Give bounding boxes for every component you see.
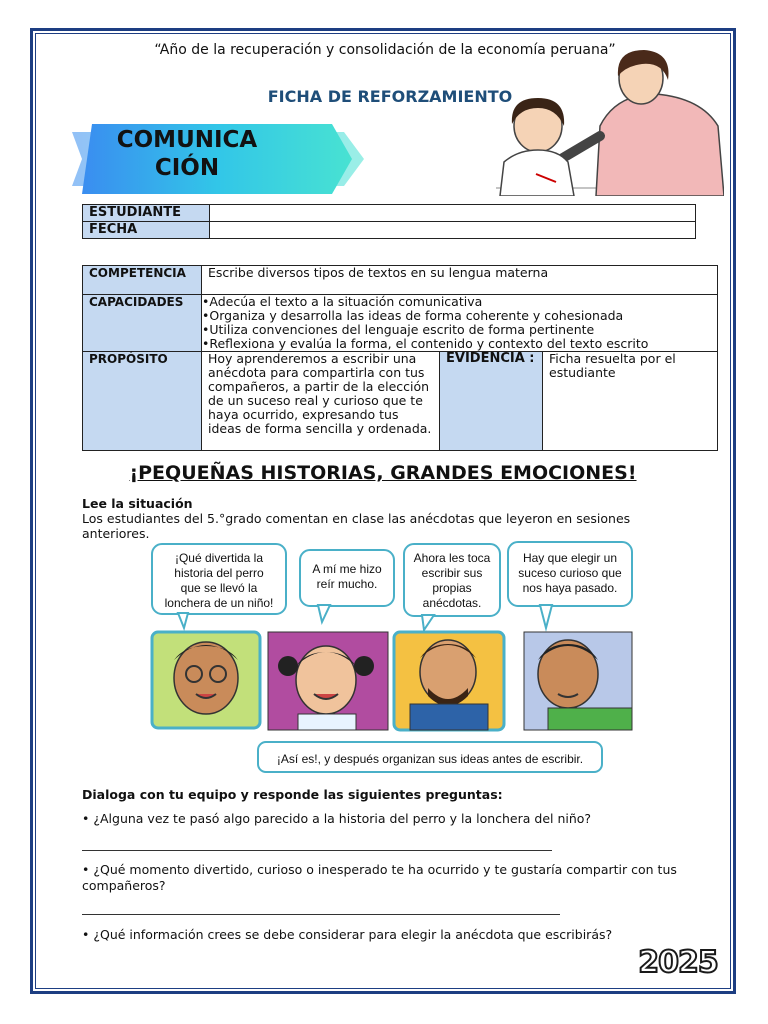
date-row xyxy=(83,222,696,239)
capacidad-item: •Adecúa el texto a la situación comunicativa xyxy=(202,294,483,309)
year-badge: 2025 xyxy=(638,945,718,980)
bubble-tail xyxy=(422,615,434,630)
date-field[interactable] xyxy=(210,222,696,239)
capacidad-item: •Organiza y desarrolla las ideas de forma coherente y cohesionada xyxy=(202,308,624,323)
competencies-table xyxy=(82,265,718,451)
question-1: • ¿Alguna vez te pasó algo parecido a la historia del perro y la lonchera del niño? xyxy=(82,811,592,826)
capacidades-label: CAPACIDADES xyxy=(83,295,202,352)
bubble-text-3: Ahora les toca escribir sus propias anécdotas. xyxy=(413,551,491,610)
teacher-student-illustration xyxy=(496,46,724,196)
instructions-heading: Dialoga con tu equipo y responde las siguientes preguntas: xyxy=(82,787,503,802)
capacidades-list xyxy=(202,295,718,352)
bubble-text-1: ¡Qué divertida la historia del perro que se llevó la lonchera de un niño! xyxy=(164,551,274,610)
competencia-value: Escribe diversos tipos de textos en su lengua materna xyxy=(202,266,718,295)
bubble-tail xyxy=(178,613,188,628)
evidencia-label: EVIDENCIA : xyxy=(440,352,543,451)
bubble-tail xyxy=(540,605,552,628)
proposito-value: Hoy aprenderemos a escribir una anécdota para compartirla con tus compañeros, a partir de la elección de un suceso real y curioso que te haya ocurrido, expresando tus ideas de forma sencilla y ordenada. xyxy=(202,352,440,451)
year-title: “Año de la recuperación y consolidación de la economía peruana” xyxy=(154,42,616,58)
bottom-bubble-text: ¡Así es!, y después organizan sus ideas antes de escribir. xyxy=(276,752,584,766)
bubble-tail xyxy=(318,605,330,622)
capacidad-item: •Reflexiona y evalúa la forma, el contenido y contexto del texto escrito xyxy=(202,336,649,351)
subject-title: COMUNICA CIÓN xyxy=(116,127,258,181)
competencia-label: COMPETENCIA xyxy=(83,266,202,295)
proposito-label: PROPÓSITO xyxy=(83,352,202,451)
student-info-table xyxy=(82,204,696,239)
capacidad-item: •Utiliza convenciones del lenguaje escrito de forma pertinente xyxy=(202,322,595,337)
answer-line-2[interactable] xyxy=(82,914,560,915)
answer-line-1[interactable] xyxy=(82,850,552,851)
bubble-text-2: A mí me hizo reír mucho. xyxy=(312,562,382,591)
date-label: FECHA xyxy=(83,222,210,239)
bubble-text-4: Hay que elegir un suceso curioso que nos haya pasado. xyxy=(518,551,622,595)
student-label: ESTUDIANTE xyxy=(83,205,210,222)
student-name-field[interactable] xyxy=(210,205,696,222)
evidencia-value: Ficha resuelta por el estudiante xyxy=(543,352,718,451)
question-3: • ¿Qué información crees se debe considerar para elegir la anécdota que escribirás? xyxy=(82,927,613,942)
worksheet-title: FICHA DE REFORZAMIENTO xyxy=(267,87,513,106)
situation-text: Los estudiantes del 5.°grado comentan en clase las anécdotas que leyeron en sesiones anteriores. xyxy=(82,511,631,541)
question-2: • ¿Qué momento divertido, curioso o inesperado te ha ocurrido y te gustaría compartir con tus compañeros? xyxy=(82,862,677,893)
main-title: ¡PEQUEÑAS HISTORIAS, GRANDES EMOCIONES! xyxy=(129,462,637,484)
situation-label: Lee la situación xyxy=(82,496,193,511)
student-row xyxy=(83,205,696,222)
